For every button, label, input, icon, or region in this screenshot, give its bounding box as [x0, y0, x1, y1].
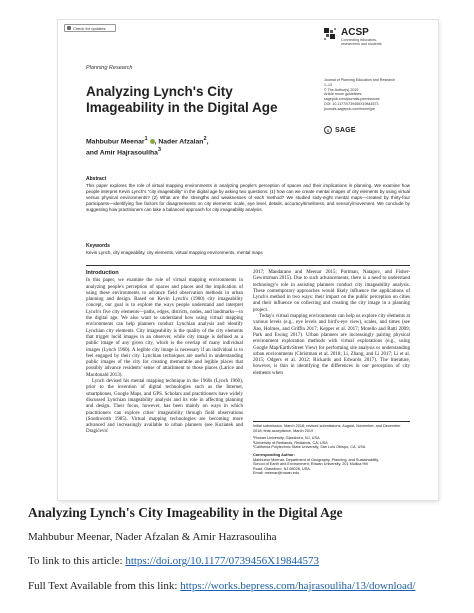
fulltext-link[interactable]: https://works.bepress.com/hajrasouliha/13/download/ [180, 580, 416, 592]
acsp-name: ACSP [341, 27, 369, 38]
fulltext-prefix: Full Text Available from this link: [28, 580, 181, 592]
footnote-affil: ¹Rowan University, Glassboro, NJ, USA [253, 436, 320, 441]
acsp-logo [324, 28, 393, 46]
abstract-heading: Abstract [86, 176, 107, 182]
keywords-heading: Keywords [86, 243, 110, 249]
fulltext-line [28, 580, 415, 592]
journal-info-line: 1–13 [324, 82, 332, 87]
doi-prefix: To link to this article: [28, 555, 126, 567]
check-for-updates-badge[interactable] [64, 24, 116, 32]
author-name: Mahbubur Meenar [86, 138, 145, 146]
intro-heading: Introduction [86, 270, 119, 276]
article-title: Analyzing Lynch's City Imageability in the Digital Age [86, 84, 278, 115]
author-affil: 3 [157, 147, 162, 154]
keywords [86, 243, 410, 256]
abstract [86, 176, 410, 213]
cover-title: Analyzing Lynch's City Imageability in the Digital Age [28, 505, 343, 520]
author-affil: 2 [203, 136, 207, 142]
journal-info-line: sagepub.com/journals-permissions [324, 97, 380, 102]
corresponding-line: Mahbubur Meenar, Department of Geography, Planning, and Sustainability, [253, 457, 380, 462]
journal-info [324, 78, 434, 112]
abstract-text: This paper explores the role of virtual mapping environments in analyzing people's perception of spaces and their implications in planning. We examine how people interpret Kevin Lynch's "city imageability" in the digital age by asking two questions: (1) how can we create mental images of city elements by using virtual versus physical environments? (2) What are the strengths and weaknesses of each method? We studied sixty-eight mental maps—created by thirty-four participants—identifying five factors for disagreements on city elements: scale, eye level, details, accuracy/timeliness, and sensory/movement. We conclude by suggesting how practitioners can take a balanced approach for city imageability analysis. [86, 183, 410, 212]
journal-info-line: © The Author(s) 2019 [324, 87, 359, 92]
journal-info-line: Article reuse guidelines: [324, 92, 363, 97]
body-column-left [86, 270, 243, 436]
cover-authors: Mahbubur Meenar, Nader Afzalan & Amir Hazrasouliha [28, 531, 277, 543]
corresponding-email: Email: meenar@rowan.edu [253, 471, 300, 476]
keywords-text: Kevin Lynch, city imageability, city elements, virtual mapping environments, mental maps [86, 250, 263, 255]
body-paragraph: 2017; Mandarano and Meenar 2015; Portman, Natapov, and Fisher-Gewirtzman 2015). Due to such advancements, there is a need to understand technology's role in assisting planners conduct city imageability analysis. These contemporary approaches would likely influence the applications of Lynch's method in two ways: their impact on the public perception on cities and their influence on collecting and creating the city image in a planning project. [253, 270, 410, 313]
body-paragraph: Today's virtual mapping environments can help us explore city elements at various levels (e.g., eye levels and bird's-eye view), scales, and times (see Jiao, Holmes, and Griffin 2017; Kepper et al. 2017; Morello and Ratti 2009; Park and Ewing 2017). Urban planners are increasingly pairing physical environment exploration methods with virtual explorations (e.g., using Google Map/Earth/Street View) for performing site analysis or understanding urban environments (Christman et al. 2018; Li, Zhang, and Li 2017; Li et al. 2015; Odgers et al. 2012; Rickards and Edwards 2017). The literature, however, is thin in identifying the differences in our perception of city elements when [253, 314, 410, 376]
journal-info-line: DOI: 10.1177/0739456X19844573 [324, 101, 379, 106]
acsp-logo-icon [324, 28, 338, 42]
footnotes [253, 421, 410, 476]
corresponding-line: School of Earth and Environment, Rowan University, 201 Mullica Hill [253, 462, 368, 467]
footnote-affil: ³California Polytechnic State University, San Luis Obispo, CA, USA [253, 445, 366, 450]
check-for-updates-icon [67, 26, 71, 30]
article-first-page [58, 20, 438, 500]
acsp-tagline: Connecting educators, researchers and students [341, 38, 382, 47]
footnote-dates: Initial submission, March 2018; revised submissions, August, November, and December 2018; final acceptance, March 2019 [253, 424, 401, 433]
sage-logo-icon: $ [324, 126, 332, 134]
divider [86, 265, 410, 266]
doi-line [28, 555, 319, 567]
section-label: Planning Research [86, 65, 133, 71]
sage-logo [324, 126, 356, 134]
journal-info-line: journals.sagepub.com/home/jpe [324, 106, 375, 111]
body-paragraph: In this paper, we examine the role of virtual mapping environments in analyzing people's perception of spaces and places and the implication of using these environments to advance field observation methods in urban planning and design. Based on Kevin Lynch's (1960) city imageability concept, our goal is to explore the ways people understand and interpret Lynch's five city elements—paths, edges, districts, nodes, and landmarks—in the digital age. We also want to understand how using virtual mapping environments can help planners conduct Lynchian analysis and identify Lynchian city elements. City imageability is the quality of the city elements that trigger lucid images in an observer, while city image is defined as a public image of any given city, which is the overlap of many individual images (Lynch 1960). A legible city image is necessary if an individual is to feel engaged by their city. Lynchian techniques are useful in understanding public images of the city for creating memorable and legible places that possibly advance residents' sense of attachment to those places (Larice and Macdonald 2013). [86, 278, 243, 378]
author-name: and Amir Hajrasouliha [86, 149, 158, 157]
check-for-updates-label: Check for updates [73, 25, 106, 31]
publisher-name: SAGE [335, 126, 356, 134]
corresponding-heading: Corresponding Author: [253, 452, 295, 457]
corresponding-line: Road, Glassboro, NJ 08028, USA. [253, 466, 311, 471]
footnote-affil: ²University of Redlands, Redlands, CA, USA [253, 440, 328, 445]
article-authors [86, 135, 316, 158]
author-affil: 1 [144, 136, 148, 142]
author-name: , Nader Afzalan [154, 138, 204, 146]
journal-info-line: Journal of Planning Education and Research [324, 78, 396, 82]
doi-link[interactable]: https://doi.org/10.1177/0739456X19844573 [125, 555, 320, 567]
body-paragraph: Lynch devised his mental mapping technique in the 1960s (Lynch 1960), prior to the invention of digital technologies such as the Internet, smartphones, Google Maps, and GPS. Scholars and practitioners have widely discussed Lynchian imageability analysis and its role in affecting planning and design. Their focus, however, has been mainly on ways in which practitioners can explore cities' imageability through field observations (Southworth 1985). Virtual mapping technologies are becoming more advanced and increasingly available to urban planners (see Koziatek and Dragićević [86, 379, 243, 435]
author-sep: , [206, 138, 209, 146]
body-column-right [253, 270, 410, 377]
